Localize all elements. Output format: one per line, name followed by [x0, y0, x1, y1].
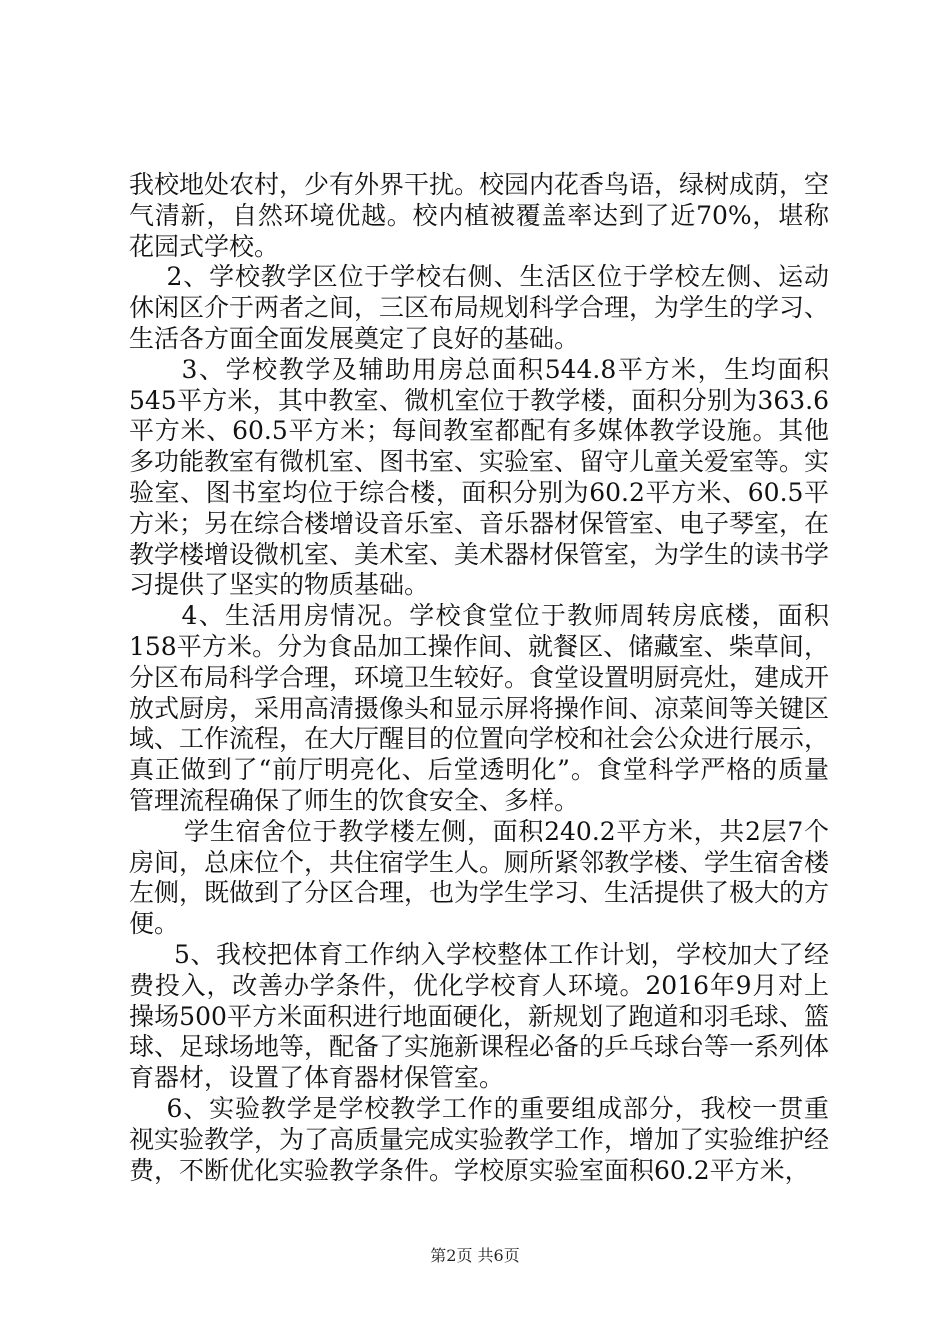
paragraph-living-rooms: 4、生活用房情况。学校食堂位于教师周转房底楼，面积158平方米。分为食品加工操作间、就餐区、储藏室、柴草间，分区布局科学合理，环境卫生较好。食堂设置明厨亮灶，建成开放式厨房，采用高清摄像头和显示屏将操作间、凉菜间等关键区域、工作流程，在大厅醒目的位置向学校和社会公众进行展示，真正做到了“前厅明亮化、后堂透明化”。食堂科学严格的质量管理流程确保了师生的饮食安全、多样。	[129, 601, 830, 815]
paragraph-dormitory: 学生宿舍位于教学楼左侧，面积240.2平方米，共2层7个房间，总床位个，共住宿学生人。厕所紧邻教学楼、学生宿舍楼左侧，既做到了分区合理，也为学生学习、生活提供了极大的方便。	[129, 816, 830, 939]
page-number-footer: 第2页 共6页	[430, 1246, 520, 1265]
paragraph-experiment-teaching: 6、实验教学是学校教学工作的重要组成部分，我校一贯重视实验教学，为了高质量完成实验教学工作，增加了实验维护经费，不断优化实验教学条件。学校原实验室面积60.2平方米，	[129, 1093, 830, 1185]
paragraph-campus-environment: 我校地处农村，少有外界干扰。校园内花香鸟语，绿树成荫，空气清新，自然环境优越。校内植被覆盖率达到了近70%，堪称花园式学校。	[129, 170, 830, 261]
paragraph-teaching-rooms: 3、学校教学及辅助用房总面积544.8平方米，生均面积545平方米，其中教室、微机室位于教学楼，面积分别为363.6平方米、60.5平方米；每间教室都配有多媒体教学设施。其他多功能教室有微机室、图书室、实验室、留守儿童关爱室等。实验室、图书室均位于综合楼，面积分别为60.2平方米、60.5平方米；另在综合楼增设音乐室、音乐器材保管室、电子琴室，在教学楼增设微机室、美术室、美术器材保管室，为学生的读书学习提供了坚实的物质基础。	[129, 354, 830, 600]
paragraph-campus-layout: 2、学校教学区位于学校右侧、生活区位于学校左侧、运动休闲区介于两者之间，三区布局规划科学合理，为学生的学习、生活各方面全面发展奠定了良好的基础。	[129, 262, 830, 353]
paragraph-sports: 5、我校把体育工作纳入学校整体工作计划，学校加大了经费投入，改善办学条件，优化学校育人环境。2016年9月对上操场500平方米面积进行地面硬化，新规划了跑道和羽毛球、篮球、足球场地等，配备了实施新课程必备的乒乓球台等一系列体育器材，设置了体育器材保管室。	[129, 939, 830, 1093]
document-body	[129, 170, 829, 1186]
